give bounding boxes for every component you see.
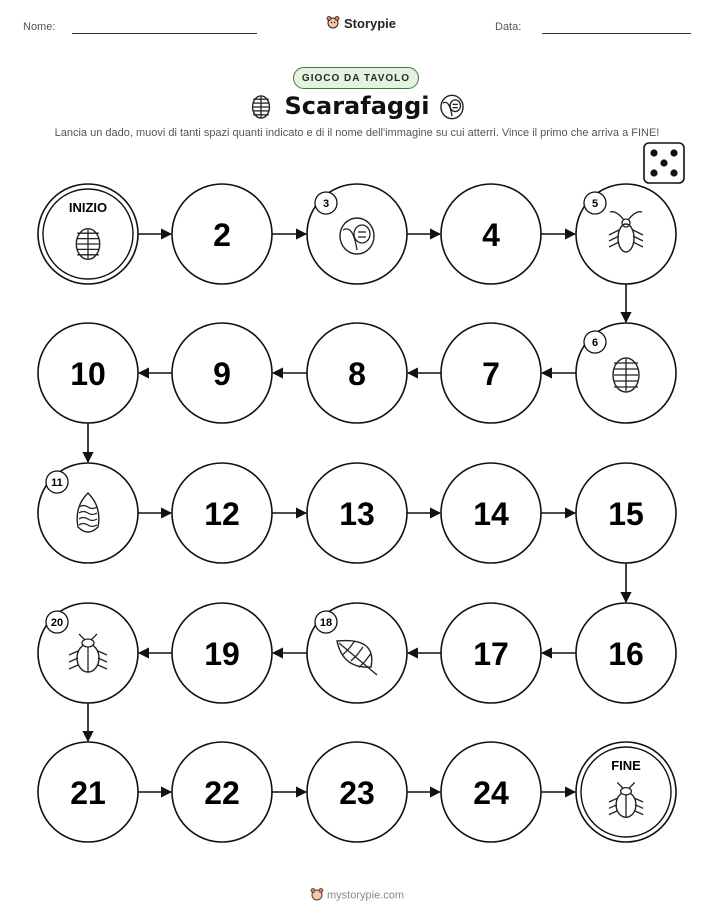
- space-number: 16: [608, 636, 644, 672]
- board-space-16: [576, 603, 676, 703]
- board-space-13: [307, 463, 407, 563]
- board-space-fine: [576, 742, 676, 842]
- svg-text:6: 6: [591, 337, 599, 349]
- board-space-21: [38, 742, 138, 842]
- board-space-11: [38, 463, 138, 563]
- board-space-18: [307, 603, 407, 703]
- pupa-case-icon: [441, 95, 463, 118]
- board-space-19: [172, 603, 272, 703]
- space-label: FINE: [611, 758, 641, 773]
- footer-url: [0, 887, 714, 904]
- board-space-7: [441, 323, 541, 423]
- space-number-badge: [584, 331, 606, 353]
- name-label: Nome:: [23, 21, 56, 33]
- svg-text:18: 18: [319, 617, 333, 629]
- svg-text:11: 11: [51, 477, 63, 489]
- svg-text:20: 20: [50, 617, 64, 629]
- space-number: 17: [473, 636, 509, 672]
- board-space-24: [441, 742, 541, 842]
- instructions-text: Lancia un dado, muovi di tanti spazi quanti indicato e di il nome dell'immagine su cui atterri. Vince il primo che arriva a FINE!: [54, 127, 660, 139]
- space-number: 8: [348, 356, 366, 392]
- board-space-6: [576, 323, 676, 423]
- space-number: 13: [339, 496, 375, 532]
- space-number: 14: [473, 496, 509, 532]
- space-number: 22: [204, 775, 240, 811]
- space-number: 24: [473, 775, 509, 811]
- board-space-8: [307, 323, 407, 423]
- beetle-shell-icon: [253, 96, 270, 118]
- space-number: 21: [70, 775, 106, 811]
- game-type-badge: GIOCO DA TAVOLO: [293, 67, 419, 89]
- board-space-10: [38, 323, 138, 423]
- space-label: INIZIO: [68, 200, 108, 215]
- board-space-23: [307, 742, 407, 842]
- bear-logo-icon: [310, 887, 324, 904]
- space-number: 12: [204, 496, 240, 532]
- board-space-3: [307, 184, 407, 284]
- space-number-badge: [46, 471, 68, 493]
- board-space-4: [441, 184, 541, 284]
- space-number-badge: [315, 611, 337, 633]
- space-number: 2: [213, 217, 231, 253]
- space-number: 23: [339, 775, 375, 811]
- space-number-badge: [315, 192, 337, 214]
- space-number: 19: [204, 636, 240, 672]
- board-space-5: [576, 184, 676, 284]
- board-space-inizio: [38, 184, 138, 284]
- space-number: 10: [70, 356, 106, 392]
- board-space-22: [172, 742, 272, 842]
- board-space-12: [172, 463, 272, 563]
- board-space-15: [576, 463, 676, 563]
- svg-text:3: 3: [322, 198, 330, 210]
- board-space-17: [441, 603, 541, 703]
- board-space-2: [172, 184, 272, 284]
- pupa-case-icon: [340, 218, 374, 254]
- board-space-14: [441, 463, 541, 563]
- space-number-badge: [46, 611, 68, 633]
- brand-name: Storypie: [344, 16, 397, 31]
- space-number: 9: [213, 356, 231, 392]
- date-label: Data:: [495, 21, 522, 33]
- beetle-shell-icon: [76, 229, 99, 260]
- space-number-badge: [584, 192, 606, 214]
- footer-text: mystorypie.com: [327, 889, 405, 902]
- board-space-20: [38, 603, 138, 703]
- space-number: 4: [482, 217, 500, 253]
- space-number: 15: [608, 496, 644, 532]
- beetle-shell-icon: [613, 358, 639, 392]
- board-space-9: [172, 323, 272, 423]
- space-number: 7: [482, 356, 500, 392]
- dice-icon: [644, 143, 684, 183]
- svg-text:5: 5: [591, 198, 599, 210]
- page-title: Scarafaggi: [284, 92, 430, 120]
